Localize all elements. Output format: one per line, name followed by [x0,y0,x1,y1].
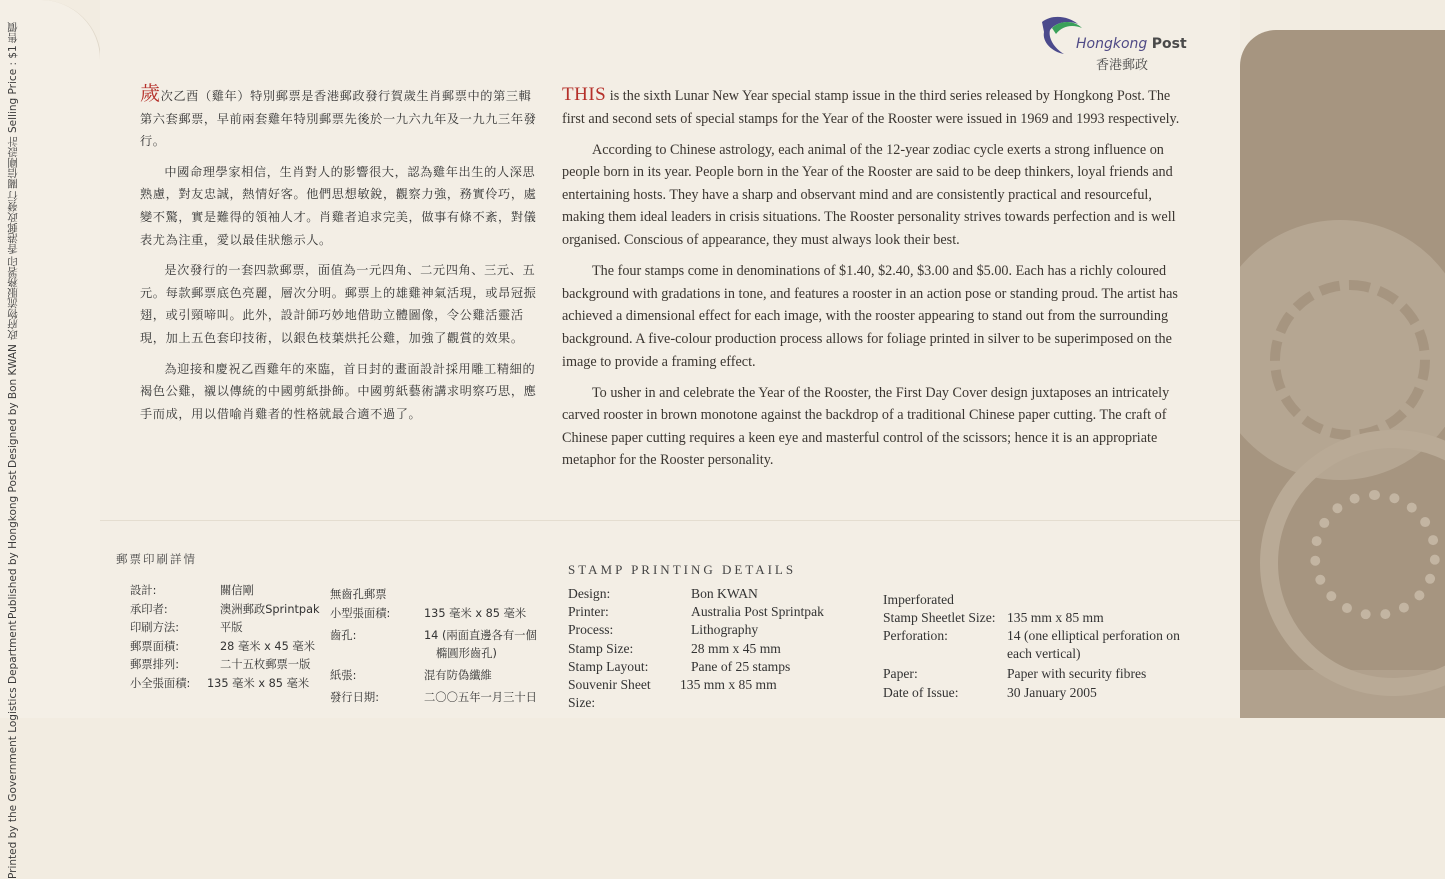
en-details-right [883,591,1183,702]
zh-paragraph: 為迎接和慶祝乙酉雞年的來臨，首日封的畫面設計採用雕工精細的褐色公雞，襯以傳統的中國剪紙掛飾。中國剪紙藝術講求明察巧思，應手而成，用以借喻肖雞者的性格就最合適不過了。 [140,361,537,421]
detail-value: Paper with security fibres [1007,666,1147,682]
detail-value: 135 mm x 85 mm [680,676,777,692]
detail-row [568,676,824,712]
hongkong-post-logo [1038,12,1188,72]
detail-value: 30 January 2005 [1007,684,1097,700]
detail-label: 印刷方法: [130,621,179,635]
zh-details-title: 郵票印刷詳情 [116,552,197,566]
detail-value: 關信剛 [220,584,254,597]
detail-label: 承印者: [130,602,168,616]
detail-value: 橢圓形齒孔) [436,647,497,661]
zh-details-right [330,586,537,708]
zh-paragraph-text: 次乙酉（雞年）特別郵票是香港郵政發行賀歲生肖郵票中的第三輯第六套郵票，早前兩套雞年特別郵票先後於一九六九年及一九九三年發行。 [140,89,537,149]
zh-paragraph: 是次發行的一套四款郵票，面值為一元四角、二元四角、三元、五元。每款郵票底色亮麗，層次分明。郵票上的雄雞神氣活現，或昂冠振翅，或引頸啼叫。此外，設計師巧妙地借助立體圖像，令公雞活靈活現，加上五色套印技術，以銀色枝葉烘托公雞，加強了觀賞的效果。 [140,263,537,345]
logo-chinese: 香港郵政 [1096,58,1149,73]
detail-value: Bon KWAN [691,586,758,601]
en-paragraph-text: is the sixth Lunar New Year special stamp issue in the third series released by Hongkong Post. The first and second sets of special stamps for the Year of the Rooster were issued in 1969 and 1993 respectively. [562,88,1180,127]
detail-label: 設計: [130,584,157,597]
detail-row [330,605,537,627]
detail-row [568,658,824,676]
detail-row [568,621,824,639]
english-description [562,84,1182,481]
en-details-left [568,585,824,712]
detail-row [130,638,320,657]
detail-label: Perforation: [883,628,948,644]
spine-price-zh: 售價 [7,22,19,43]
detail-value: 平版 [220,621,243,635]
detail-label: 紙張: [330,669,357,683]
detail-row [130,675,320,694]
spine-price-en: Selling Price : $1 [7,45,19,133]
detail-value: 135 mm x 85 mm [1007,610,1104,626]
en-details-title: STAMP PRINTING DETAILS [568,562,797,577]
paper-cut-ornament [1270,280,1430,440]
zh-paragraph [140,82,540,153]
zh-details-left [130,582,320,694]
detail-row [330,586,537,605]
detail-value: 135 毫米 x 85 毫米 [424,606,527,620]
spine-publisher-en: Published by Hongkong Post [7,470,19,619]
detail-row [883,684,1183,702]
detail-label: Printer: [568,604,609,620]
detail-label: 小全張面積: [130,676,191,690]
detail-value: 28 毫米 x 45 毫米 [220,639,315,653]
detail-row [568,585,824,603]
detail-label: Stamp Layout: [568,658,649,674]
detail-value: 135 毫米 x 85 毫米 [207,676,310,690]
fold-line [100,520,1240,521]
detail-value: 28 mm x 45 mm [691,640,781,656]
detail-value: 澳洲郵政Sprintpak [220,602,320,616]
spine-printer-en: Printed by the Government Logistics Department [7,620,19,879]
detail-row [330,627,537,646]
spine-printer-zh: 政府物流服務署印 [7,256,19,341]
detail-label: Process: [568,622,614,638]
detail-label: Stamp Size: [568,640,634,656]
spine-publisher-zh: 香港郵政發行 [7,191,19,255]
logo-english [1076,36,1187,52]
detail-label: Date of Issue: [883,684,959,700]
detail-label: Paper: [883,666,918,682]
en-paragraph: The four stamps come in denominations of $1.40, $2.40, $3.00 and $5.00. Each has a richly coloured background with gradations in tone, and features a rooster in an action pose or standing proud. The artist has achieved a dimensional effect for each image, with the rooster appearing to stand out from the surrounding background. A five-colour production process allows for foliage printed in silver to be superimposed on the image to provide a framing effect. [562,263,1178,370]
detail-value: Australia Post Sprintpak [691,604,824,620]
detail-row [130,656,320,675]
detail-value: 14 (one elliptical perforation on each vertical) [1007,628,1180,662]
detail-label: 郵票面積: [130,639,179,653]
zh-drop-cap: 歲 [140,81,161,105]
en-lead-word: THIS [562,84,607,105]
detail-value: 二十五枚郵票一版 [220,658,311,672]
detail-value: 二〇〇五年一月三十日 [424,691,537,705]
detail-row [883,665,1183,683]
detail-row [130,601,320,620]
detail-label: 發行日期: [330,691,379,705]
detail-row [130,582,320,601]
detail-value: Pane of 25 stamps [691,658,791,674]
detail-row [330,645,537,667]
detail-label: 無齒孔郵票 [330,588,387,601]
paper-cutting-flap [1240,30,1445,718]
detail-value: Lithography [691,622,759,638]
detail-row [130,619,320,638]
en-paragraph [562,84,1182,130]
detail-value: 混有防偽纖維 [424,669,492,683]
zh-paragraph: 中國命理學家相信，生肖對人的影響很大，認為雞年出生的人深思熟慮，對友忠誠，熱情好客。他們思想敏銳，觀察力強，務實伶巧，處變不驚，實是難得的領袖人才。肖雞者追求完美，做事有條不紊，對儀表尤為注重，愛以最佳狀態示人。 [140,164,537,247]
paper-cut-ornament [1310,490,1440,620]
en-paragraph: According to Chinese astrology, each animal of the 12-year zodiac cycle exerts a strong influence on people born in its year. People born in the Year of the Rooster are said to be deep thinkers, loyal friends and entertaining hosts. They have a sharp and observant mind and are consistently practical and resourceful, making them ideal leaders in crisis situations. The Rooster personality strives towards perfection and is well organised. Conscious of appearance, they must always look their best. [562,141,1176,249]
spine-designer-zh: 關信剛設計 [7,136,19,190]
detail-label: Souvenir Sheet Size: [568,676,651,710]
spine-designer-en: Designed by Bon KWAN [7,344,19,469]
detail-row [330,689,537,708]
detail-label: 郵票排列: [130,658,179,672]
logo-hongkong: Hongkong [1076,36,1148,52]
logo-post: Post [1151,36,1187,52]
detail-value: 14 (兩面直邊各有一個 [424,628,537,642]
chinese-description [140,82,540,433]
detail-row [883,591,1183,609]
detail-label: 齒孔: [330,628,357,642]
detail-label: Stamp Sheetlet Size: [883,610,996,626]
detail-label: 小型張面積: [330,606,391,620]
detail-label [330,645,436,667]
spine-credits [6,22,20,879]
left-spine [0,0,101,879]
detail-row [883,609,1183,627]
detail-row [330,667,537,689]
detail-row [568,640,824,658]
detail-row [568,603,824,621]
detail-row [883,627,1183,663]
en-paragraph: To usher in and celebrate the Year of the Rooster, the First Day Cover design juxtaposes an intricately carved rooster in brown monotone against the backdrop of a traditional Chinese paper cutting. The craft of Chinese paper cutting requires a keen eye and masterful control of the scissors; hence it is an appropriate metaphor for the Rooster personality. [562,384,1170,469]
paper-cut-ornament [1240,670,1445,718]
detail-label: Imperforated [883,592,954,607]
detail-label: Design: [568,586,611,601]
